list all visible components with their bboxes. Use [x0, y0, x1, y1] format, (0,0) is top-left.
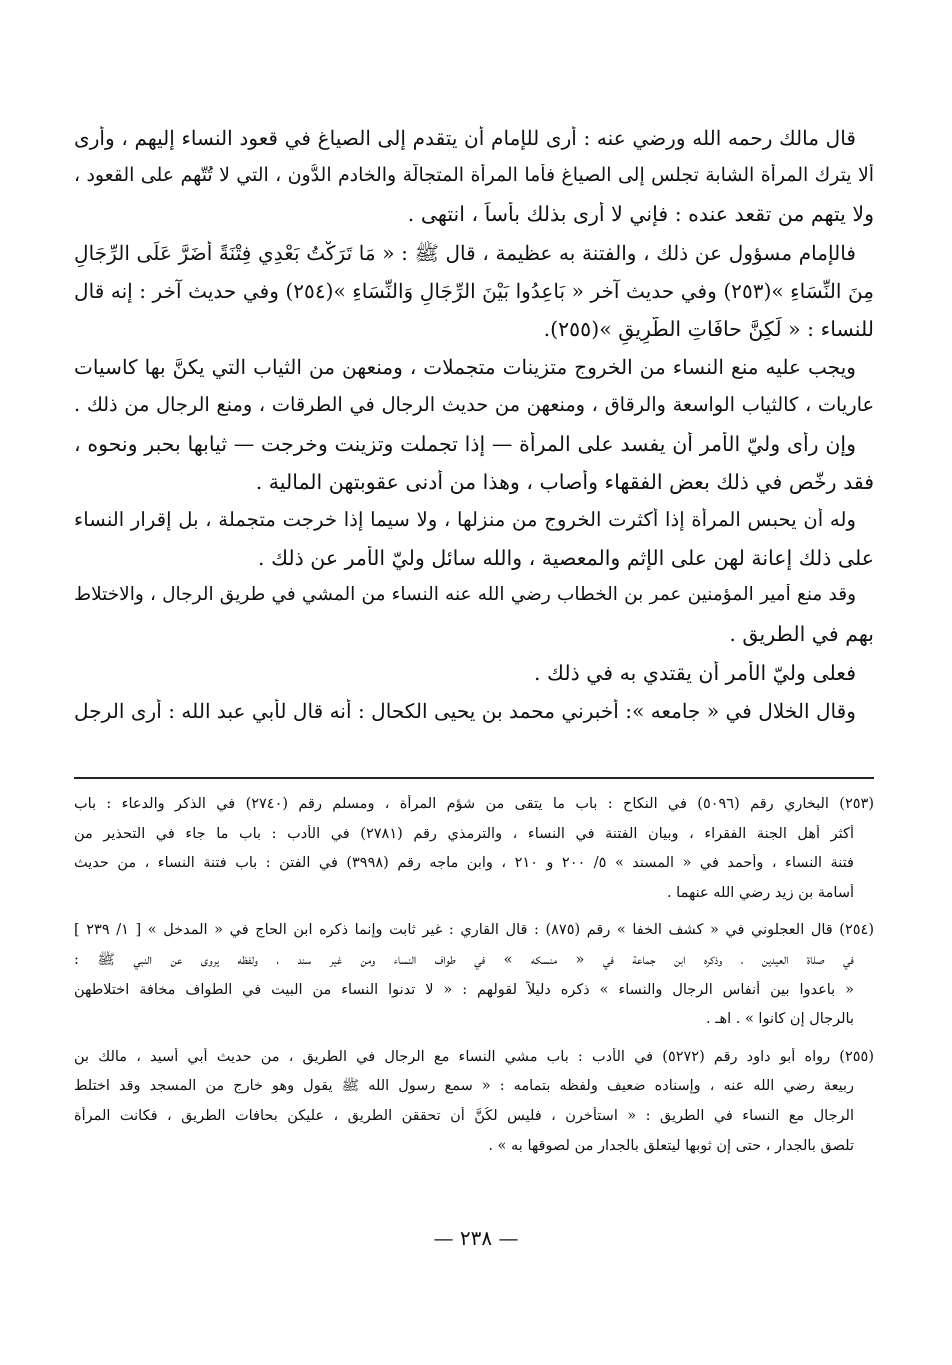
footnote-line: (٢٥٤) قال العجلوني في « كشف الخفا » رقم (٨٧٥) : قال القاري : غير ثابت وإنما ذكره ابن الحاج في « المدخل » [ ١/ ٢٣٩ ] — [74, 922, 874, 939]
text-line: على ذلك إعانة لهن على الإثم والمعصية ، والله سائل وليّ الأمر عن ذلك . — [258, 546, 874, 571]
footnote-line: (٢٥٥) رواه أبو داود رقم (٥٢٧٢) في الأدب : باب مشي النساء مع الرجال في الطريق ، من حديث أبي أسيد ، مالك بن — [74, 1048, 874, 1065]
footnote-separator — [74, 777, 874, 779]
main-text — [74, 126, 874, 737]
footnote-line: « باعدوا بين أنفاس الرجال والنساء » ذكره دليلاً لقولهم : « لا تدنوا النساء من البيت في الطواف مخافة اختلاطهن — [74, 981, 854, 998]
text-line: وقال الخلال في « جامعه »: أخبرني محمد بن يحيى الكحال : أنه قال لأبي عبد الله : أرى الرجل — [74, 698, 856, 723]
text-line: ويجب عليه منع النساء من الخروج متزينات متجملات ، ومنعهن من الثياب التي يكنَّ بها كاسيات — [74, 355, 856, 380]
text-line: ولا يتهم من تقعد عنده : فإني لا أرى بذلك بأساً ، انتهى . — [407, 202, 874, 227]
footnotes — [74, 795, 874, 1166]
footnote-line: في صلاة العيدين ، وذكره ابن جماعة في « منسكه » في طواف النساء ومن غير سند ، ولفظه يروى عن النبي ﷺ : — [74, 951, 854, 968]
footnote-line: أكثر أهل الجنة الفقراء ، وبيان الفتنة في النساء ، والترمذي رقم (٢٧٨١) في الأدب : باب ما جاء في التحذير من — [74, 825, 854, 842]
text-line: بهم في الطريق . — [729, 622, 874, 647]
text-line: للنساء : « لَكِنَّ حافَاتِ الطَّرِيقِ »(٢٥٥). — [543, 316, 874, 341]
footnote-line: تلصق بالجدار ، حتى إن ثوبها ليتعلق بالجدار من لصوقها به » . — [488, 1137, 854, 1154]
text-line: فقد رخّص في ذلك بعض الفقهاء وأصاب ، وهذا من أدنى عقوبتهن المالية . — [255, 469, 874, 494]
page-number: — ٢٣٨ — — [433, 1226, 519, 1250]
footnote-line: ربيعة رضي الله عنه ، وإسناده ضعيف ولفظه بتمامه : « سمع رسول الله ﷺ يقول وهو خارج من المسجد وقد اختلط — [74, 1078, 854, 1095]
text-line: وقد منع أمير المؤمنين عمر بن الخطاب رضي الله عنه النساء من المشي في طريق الرجال ، والاختلاط — [74, 584, 856, 606]
text-line: ألا يترك المرأة الشابة تجلس إلى الصياغ فأما المرأة المتجالّة والخادم الدُّون ، التي لا تُتّهم على القعود ، — [74, 164, 874, 187]
footnote-line: فتنة النساء ، وأحمد في « المسند » ٥/ ٢٠٠ و ٢١٠ ، وابن ماجه رقم (٣٩٩٨) في الفتن : باب فتنة النساء ، من حديث — [74, 855, 854, 872]
text-line: فعلى وليّ الأمر أن يقتدي به في ذلك . — [534, 660, 856, 685]
footnote-line: (٢٥٣) البخاري رقم (٥٠٩٦) في النكاح : باب ما يتقى من شؤم المرأة ، ومسلم رقم (٢٧٤٠) في الذكر والدعاء : باب — [74, 796, 874, 812]
footnote-line: بالرجال إن كانوا » . اهـ . — [705, 1011, 854, 1028]
text-line: قال مالك رحمه الله ورضي عنه : أرى للإمام أن يتقدم إلى الصياغ في قعود النساء إليهم ، وأرى — [74, 126, 856, 150]
text-line: وله أن يحبس المرأة إذا أكثرت الخروج من منزلها ، ولا سيما إذا خرجت متجملة ، بل إقرار النساء — [74, 507, 856, 531]
text-line: فالإمام مسؤول عن ذلك ، والفتنة به عظيمة ، قال ﷺ : « مَا تَرَكْتُ بَعْدِي فِتْنَةً أَضَرَّ عَلَى الرِّجَالِ — [74, 240, 856, 265]
footnote-line: الرجال مع النساء في الطريق : « استأخرن ، فليس لكُنَّ أن تحققن الطريق ، عليكن بحافات الطريق ، فكانت المرأة — [74, 1107, 854, 1124]
text-line: عاريات ، كالثياب الواسعة والرقاق ، ومنعهن من حديث الرجال في الطرقات ، ومنع الرجال من ذلك . — [74, 393, 874, 417]
text-line: وإن رأى وليّ الأمر أن يفسد على المرأة — إذا تجملت وتزينت وخرجت — ثيابها بحبر ونحوه ، — [74, 431, 856, 456]
text-line: مِنَ النِّسَاءِ »(٢٥٣) وفي حديث آخر « بَاعِدُوا بَيْنَ الرِّجَالِ وَالنِّسَاءِ »(٢٥٤) وفي حديث آخر : إنه قال — [74, 278, 874, 303]
footnote-line: أسامة بن زيد رضي الله عنهما . — [666, 884, 854, 901]
